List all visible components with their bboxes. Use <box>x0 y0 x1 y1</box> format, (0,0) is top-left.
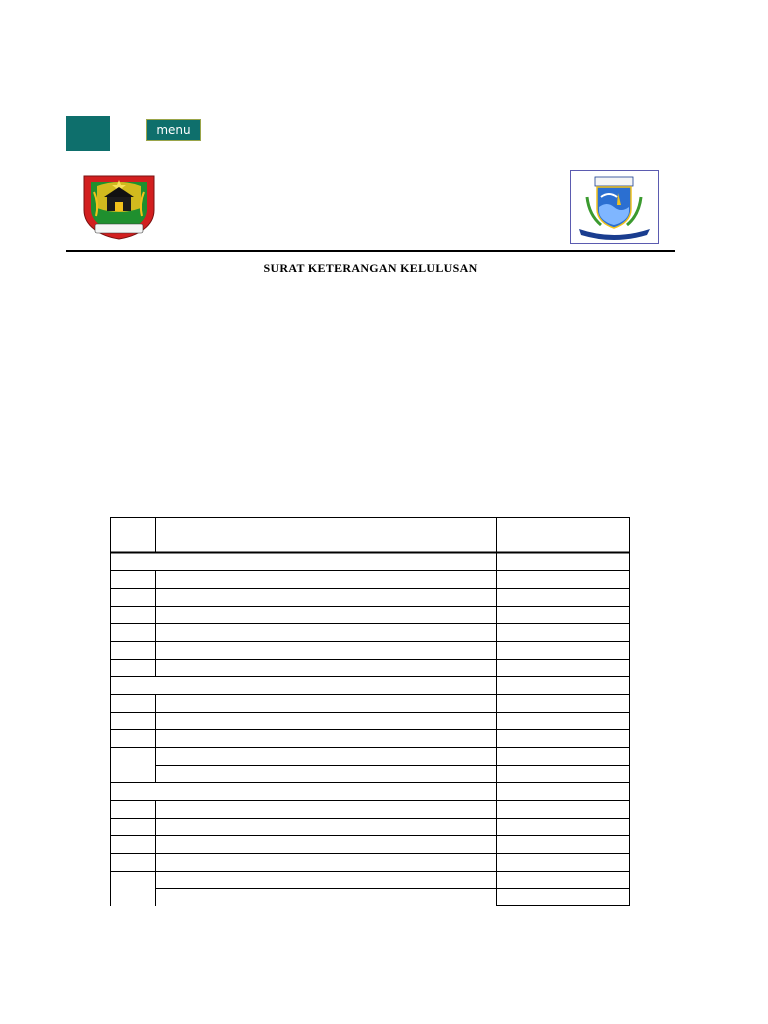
header-divider <box>66 250 675 252</box>
table-header-row <box>111 518 630 553</box>
menu-button[interactable]: menu <box>146 119 201 141</box>
teal-square-button[interactable] <box>66 116 110 151</box>
school-emblem-logo <box>570 170 659 244</box>
school-emblem-icon <box>571 171 658 243</box>
document-title: SURAT KETERANGAN KELULUSAN <box>263 261 478 275</box>
regency-crest-logo <box>80 172 158 240</box>
regency-crest-icon <box>80 172 158 240</box>
